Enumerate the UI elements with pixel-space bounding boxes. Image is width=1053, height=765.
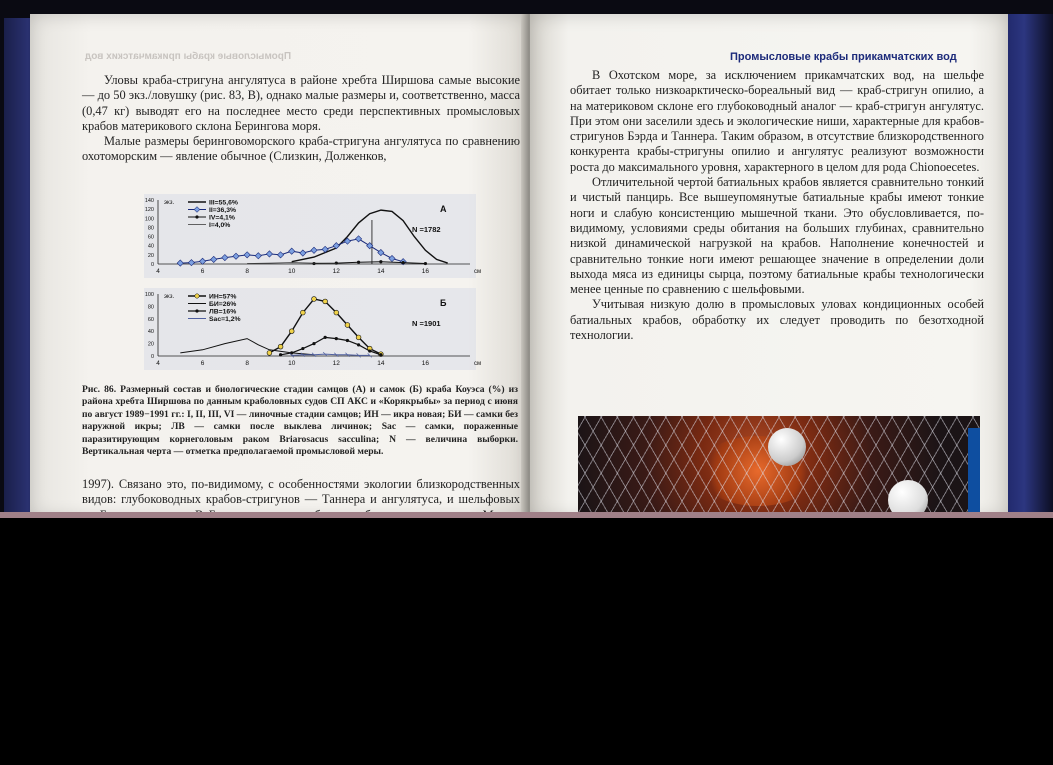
y-axis-label: экз. xyxy=(164,294,175,300)
x-tick-label: 10 xyxy=(288,360,296,367)
legend-entry: III=55,6% xyxy=(209,199,238,207)
right-page xyxy=(530,14,1008,518)
running-header: Промысловые крабы прикамчатских вод xyxy=(730,51,957,63)
chart-panel-background xyxy=(144,288,476,370)
crab-trap-photo xyxy=(578,416,980,518)
legend-entry: ЛВ=16% xyxy=(209,308,237,316)
paragraph: Малые размеры беринговоморского краба-стригуна ангулятуса по сравнению охотоморским — явление обычное (Слизкин, Долженков, xyxy=(82,134,520,164)
data-point xyxy=(368,349,371,352)
data-point xyxy=(289,329,294,334)
data-point xyxy=(334,310,339,315)
data-point xyxy=(324,336,327,339)
y-tick-label: 40 xyxy=(147,243,154,250)
right-text xyxy=(570,68,984,343)
x-axis-label: см xyxy=(474,269,482,275)
x-tick-label: 12 xyxy=(332,268,340,275)
y-tick-label: 60 xyxy=(147,234,154,241)
x-tick-label: 8 xyxy=(245,268,249,275)
x-tick-label: 16 xyxy=(421,268,430,275)
y-tick-label: 0 xyxy=(150,262,154,268)
data-point xyxy=(279,353,282,356)
data-point xyxy=(278,344,283,349)
legend-marker xyxy=(195,309,198,312)
chart-svg xyxy=(118,190,490,382)
legend-entry: ИН=57% xyxy=(209,293,237,301)
legend-marker xyxy=(195,215,198,218)
x-tick-label: 4 xyxy=(156,268,160,275)
data-point xyxy=(301,347,304,350)
y-tick-label: 140 xyxy=(144,198,154,204)
x-tick-label: 6 xyxy=(200,360,205,367)
book-cover-right-edge xyxy=(1005,14,1053,518)
x-axis-label: см xyxy=(474,361,482,367)
x-tick-label: 14 xyxy=(377,268,385,275)
data-point xyxy=(379,260,382,263)
chart-panel-background xyxy=(144,194,476,278)
y-tick-label: 120 xyxy=(144,207,154,214)
x-tick-label: 4 xyxy=(156,360,160,367)
legend-entry: IV=4,1% xyxy=(209,214,235,222)
paragraph: В Охотском море, за исключением прикамчатских вод, на шельфе обитает только низкоарктическо-бореальный вид — краб-стригун опилио, а на материковом склоне его глубоководный аналог — краб-стригун ангулятус. При этом они заселили здесь и экологические ниши, характерные для крабов-стригунов Бэрда и Таннера. Таким образом, в отсутствие близкородственного конкурента крабы-стригуны опилио и ангулятус реализуют возможности роста до максимального уровня, характерного в целом для рода Chionoecetes. xyxy=(570,68,984,174)
x-tick-label: 14 xyxy=(377,360,385,367)
y-tick-label: 80 xyxy=(147,304,154,311)
y-tick-label: 20 xyxy=(147,341,154,348)
sample-size-label: N =1782 xyxy=(412,225,441,234)
y-tick-label: 0 xyxy=(150,354,154,360)
panel-label: А xyxy=(440,204,447,214)
figure-86-chart xyxy=(118,190,490,382)
x-tick-label: 8 xyxy=(245,360,249,367)
data-point xyxy=(323,299,328,304)
y-tick-label: 60 xyxy=(147,316,154,323)
data-point xyxy=(267,351,272,356)
blue-side-bar xyxy=(968,428,980,518)
legend-marker xyxy=(195,294,199,298)
data-point xyxy=(357,343,360,346)
data-point xyxy=(345,323,350,328)
data-point xyxy=(357,261,360,264)
data-point xyxy=(312,342,315,345)
data-point xyxy=(300,310,305,315)
y-tick-label: 100 xyxy=(144,292,154,298)
data-point xyxy=(356,335,361,340)
data-point xyxy=(335,337,338,340)
legend-entry: БИ=26% xyxy=(209,301,237,308)
data-point xyxy=(379,353,382,356)
y-tick-label: 100 xyxy=(144,216,154,223)
x-tick-label: 16 xyxy=(421,360,430,367)
data-point xyxy=(424,262,427,265)
data-point xyxy=(402,261,405,264)
x-tick-label: 6 xyxy=(200,268,205,275)
legend-entry: I=4,0% xyxy=(209,222,231,229)
data-point xyxy=(312,262,315,265)
black-background xyxy=(0,518,1053,765)
paragraph: 1997). Связано это, по-видимому, с особенностями экологии близкородственных видов: глубоководных крабов-стригунов — Таннера и ангулятуса, и шельфовых xyxy=(82,477,520,507)
figure-caption: Рис. 86. Размерный состав и биологические стадии самцов (А) и самок (Б) краба Коуэса (%) из района хребта Ширшова по данным краболовных судов СП АКС и «Корякрыбы» за период с июня по август 1989−1991 гг.: I, II, III, VI — линочные стадии самцов; ИН — икра новая; БИ — самки без наружной икры; ЛВ — самки после выклева личинок; Sac — самки, пораженные паразитирующим корнеголовым раком Briarosacus sacculina; N — величина выборки. Вертикальная черта — отметка предполагаемой промысловой меры. xyxy=(82,384,518,458)
paragraph: Уловы краба-стригуна ангулятуса в районе хребта Ширшова самые высокие — до 50 экз./ловушку (рис. 83, В), однако малые размеры и, соответственно, масса (0,47 кг) выводят его на последнее место среди перспективных промысловых крабов материкового склона Берингова моря. xyxy=(82,73,520,133)
legend-entry: Sac=1,2% xyxy=(209,316,241,323)
x-tick-label: 12 xyxy=(332,360,340,367)
y-tick-label: 40 xyxy=(147,329,154,336)
y-tick-label: 20 xyxy=(147,252,154,259)
y-axis-label: экз. xyxy=(164,200,175,206)
y-tick-label: 80 xyxy=(147,225,154,232)
left-top-text xyxy=(82,73,520,165)
data-point xyxy=(312,297,317,302)
paragraph: Учитывая низкую долю в промысловых уловах кондиционных особей батиальных крабов, обработку их следует проводить по безотходной технологии. xyxy=(570,297,984,343)
x-tick-label: 10 xyxy=(288,268,296,275)
sample-size-label: N =1901 xyxy=(412,319,441,328)
data-point xyxy=(346,339,349,342)
panel-label: Б xyxy=(440,298,447,308)
buoy-ball xyxy=(768,428,806,466)
legend-entry: II=36,3% xyxy=(209,207,237,214)
left-page xyxy=(30,14,528,518)
show-through-header: Промысловые крабы прикамчатских вод xyxy=(85,51,292,62)
paragraph: Отличительной чертой батиальных крабов является сравнительно тонкий и чистый панцирь. Все вышеупомянутые батиальные крабы имеют тонкие ноги и слабую консистенцию мышечной ткани. Это обусловливается, по-видимому, условиями среды обитания на больших глубинах, сравнительно низкой динамической нагрузкой на крабов. Наполнение конечностей и сравнительно тонкие ноги имеют решающее значение в определении доли выхода мяса из единицы сырца, поэтому батиальные крабы технологически менее ценные по сравнению с шельфовыми. xyxy=(570,175,984,297)
